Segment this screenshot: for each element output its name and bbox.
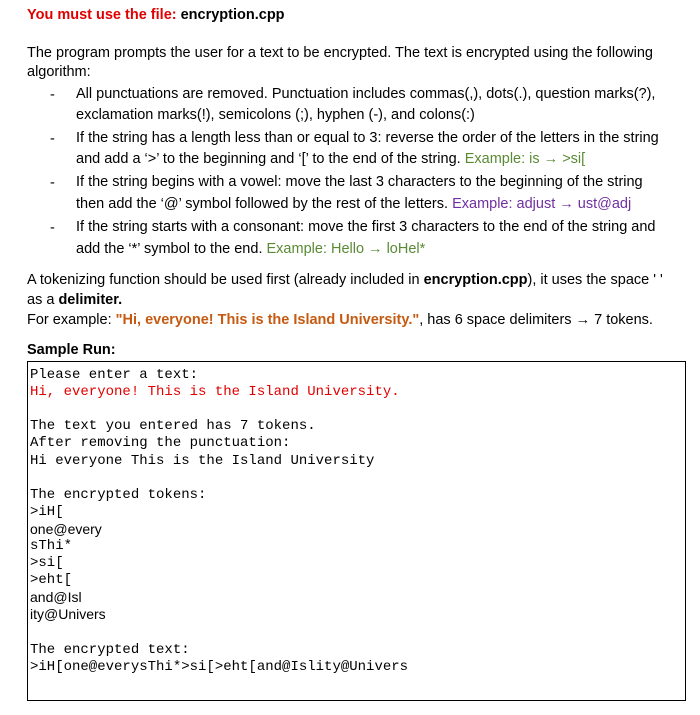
tokenizer-line-1 (27, 272, 663, 288)
delimiter-prefix: as a (27, 292, 59, 308)
rule-4-text: add the ‘*’ symbol to the end. (76, 241, 267, 257)
console-cleaned-text: Hi everyone This is the Island University (30, 453, 375, 469)
console-token: sThi* (30, 538, 73, 554)
console-token: one@every (30, 521, 102, 537)
rule-4-example: Example: Hello → loHel* (266, 241, 426, 257)
tokenizer-filename: encryption.cpp (423, 272, 528, 288)
required-file-prefix: You must use the file: (27, 7, 181, 23)
console-after-removing-label: After removing the punctuation: (30, 435, 291, 451)
example-sentence: "Hi, everyone! This is the Island University." (115, 312, 420, 328)
example-result: , has 6 space delimiters → 7 tokens. (419, 312, 653, 328)
console-encrypted-text: >iH[one@everysThi*>si[>eht[and@Islity@Univers (30, 659, 409, 675)
delimiter-word: delimiter. (58, 292, 123, 308)
rule-3-example: Example: adjust → ust@adj (452, 196, 632, 212)
tokenizer-line-3 (27, 312, 653, 328)
intro-line-2: algorithm: (27, 64, 91, 80)
tokenizer-line-2 (27, 292, 122, 308)
required-file-line (27, 7, 285, 23)
console-encrypted-tokens-label: The encrypted tokens: (30, 487, 207, 503)
rule-2-line-2 (76, 151, 585, 167)
rule-4-line-1: If the string starts with a consonant: move the first 3 characters to the end of the string and (76, 219, 656, 235)
bullet-dash: - (50, 220, 55, 236)
console-token: >iH[ (30, 504, 64, 520)
sample-run-console (27, 362, 686, 701)
bullet-dash: - (50, 175, 55, 191)
rule-2-text: and add a ‘>’ to the beginning and ‘[’ to the end of the string. (76, 151, 465, 167)
tokenizer-text: A tokenizing function should be used first (already included in (27, 272, 424, 288)
rule-2-example: Example: is → >si[ (464, 151, 586, 167)
rule-3-line-1: If the string begins with a vowel: move the last 3 characters to the beginning of the string (76, 174, 643, 190)
console-token-count: The text you entered has 7 tokens. (30, 418, 316, 434)
console-token: >eht[ (30, 572, 73, 588)
bullet-dash: - (50, 131, 55, 147)
example-prefix: For example: (27, 312, 116, 328)
console-token: >si[ (30, 555, 64, 571)
rule-3-text: then add the ‘@’ symbol followed by the rest of the letters. (76, 196, 453, 212)
bullet-dash: - (50, 87, 55, 103)
console-encrypted-text-label: The encrypted text: (30, 642, 190, 658)
console-prompt: Please enter a text: (30, 367, 199, 383)
rule-1-line-1: All punctuations are removed. Punctuation includes commas(,), dots(.), question marks(?), (76, 86, 656, 102)
rule-2-line-1: If the string has a length less than or equal to 3: reverse the order of the letters in the string (76, 130, 659, 146)
console-token: and@Isl (30, 589, 82, 605)
rule-1-line-2: exclamation marks(!), semicolons (;), hyphen (-), and colons(:) (76, 107, 475, 123)
sample-run-title: Sample Run: (27, 342, 116, 358)
rule-3-line-2 (76, 196, 631, 212)
required-filename: encryption.cpp (180, 7, 285, 23)
console-user-input: Hi, everyone! This is the Island University. (30, 384, 400, 400)
rule-4-line-2 (76, 241, 425, 257)
tokenizer-text-end: ), it uses the space ' ' (527, 272, 663, 288)
intro-line-1: The program prompts the user for a text to be encrypted. The text is encrypted using the following (27, 45, 653, 61)
console-token: ity@Univers (30, 606, 106, 622)
